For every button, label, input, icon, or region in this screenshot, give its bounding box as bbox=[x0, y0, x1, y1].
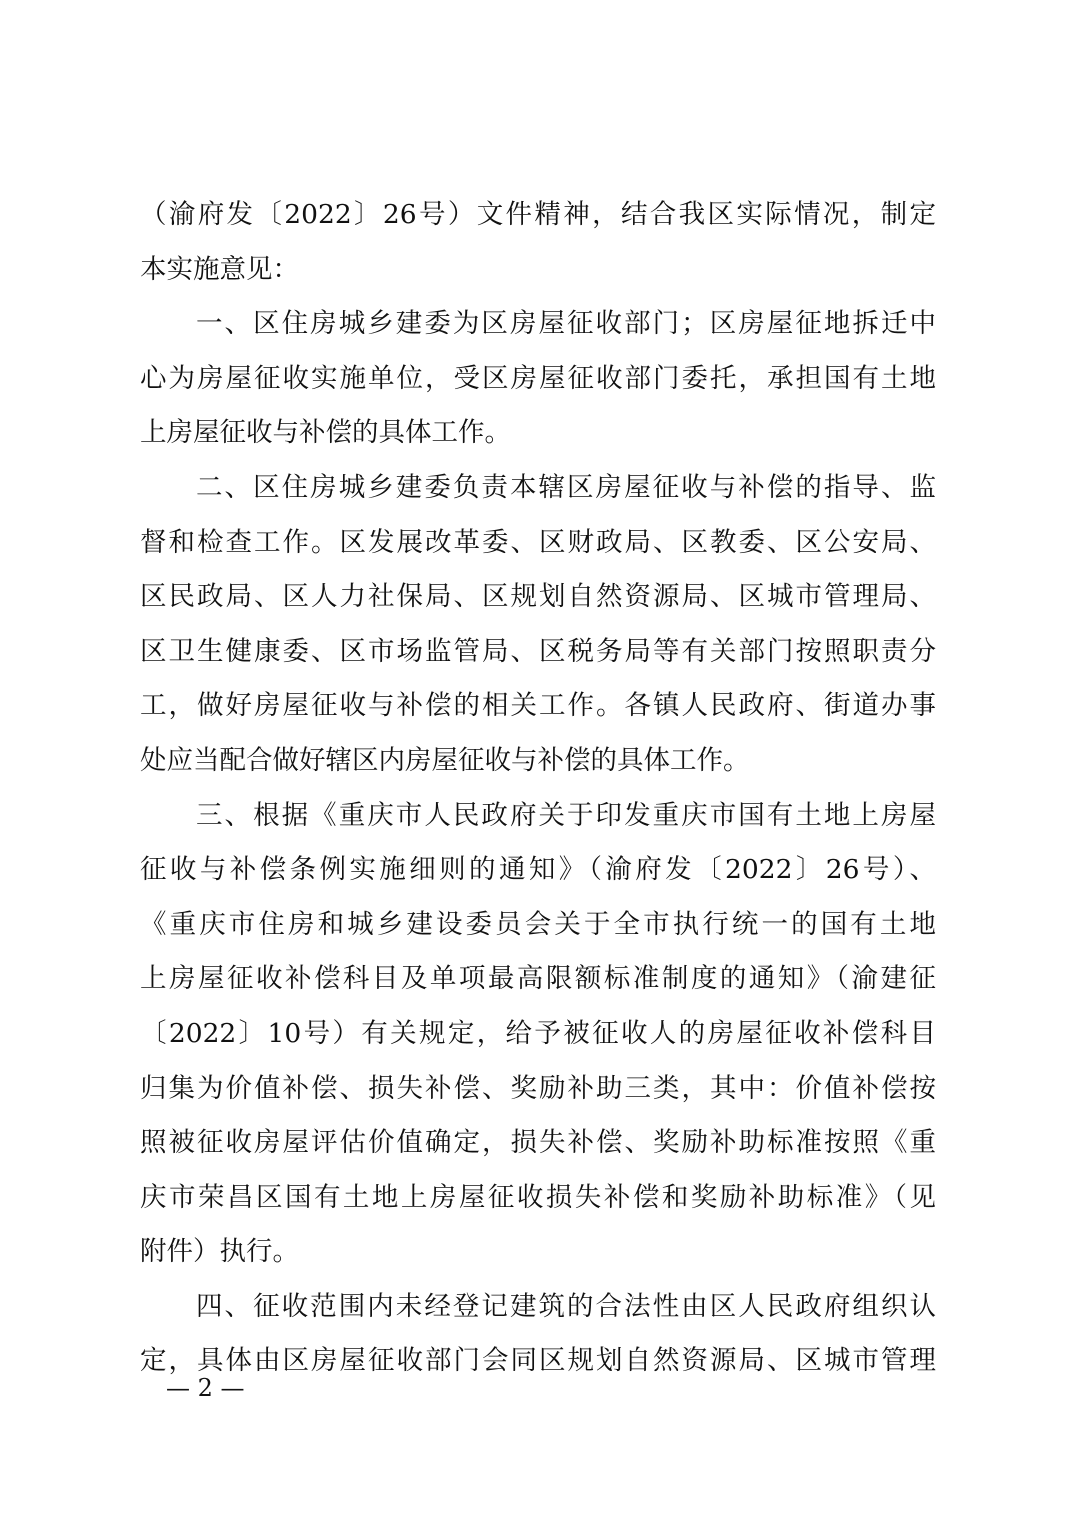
paragraph-1-line: 上房屋征收与补偿的具体工作。 bbox=[140, 417, 511, 449]
paragraph-1-line: 一、区住房城乡建委为区房屋征收部门；区房屋征地拆迁中 bbox=[196, 308, 936, 340]
document-body bbox=[140, 188, 936, 1389]
paragraph-4-line: 定，具体由区房屋征收部门会同区规划自然资源局、区城市管理 bbox=[140, 1345, 936, 1377]
paragraph-3-line: 照被征收房屋评估价值确定，损失补偿、奖励补助标准按照《重 bbox=[140, 1127, 936, 1159]
paragraph-3-line: 归集为价值补偿、损失补偿、奖励补助三类，其中：价值补偿按 bbox=[140, 1072, 936, 1104]
paragraph-1-line: 心为房屋征收实施单位，受区房屋征收部门委托，承担国有土地 bbox=[140, 362, 936, 394]
paragraph-3-line: 三、根据《重庆市人民政府关于印发重庆市国有土地上房屋 bbox=[196, 799, 936, 831]
paragraph-2-line: 区民政局、区人力社保局、区规划自然资源局、区城市管理局、 bbox=[140, 581, 936, 613]
paragraph-3-line: 征收与补偿条例实施细则的通知》（渝府发〔2022〕26号）、 bbox=[140, 854, 936, 886]
paragraph-2-line: 处应当配合做好辖区内房屋征收与补偿的具体工作。 bbox=[140, 744, 750, 776]
paragraph-2-line: 督和检查工作。区发展改革委、区财政局、区教委、区公安局、 bbox=[140, 526, 936, 558]
paragraph-3-line: 《重庆市住房和城乡建设委员会关于全市执行统一的国有土地 bbox=[140, 908, 936, 940]
paragraph-3-line: 附件）执行。 bbox=[140, 1236, 299, 1268]
paragraph-4-line: 四、征收范围内未经登记建筑的合法性由区人民政府组织认 bbox=[196, 1290, 936, 1322]
paragraph-3-line: 〔2022〕10号）有关规定，给予被征收人的房屋征收补偿科目 bbox=[140, 1017, 936, 1049]
paragraph-2-line: 二、区住房城乡建委负责本辖区房屋征收与补偿的指导、监 bbox=[196, 471, 936, 503]
text-line: （渝府发〔2022〕26号）文件精神，结合我区实际情况，制定 bbox=[140, 199, 936, 230]
text-line: 本实施意见： bbox=[140, 253, 299, 285]
paragraph-3-line: 上房屋征收补偿科目及单项最高限额标准制度的通知》（渝建征 bbox=[140, 963, 936, 995]
paragraph-2-line: 区卫生健康委、区市场监管局、区税务局等有关部门按照职责分 bbox=[140, 635, 936, 667]
paragraph-2-line: 工，做好房屋征收与补偿的相关工作。各镇人民政府、街道办事 bbox=[140, 690, 936, 722]
page-number: — 2 — bbox=[166, 1374, 245, 1402]
paragraph-3-line: 庆市荣昌区国有土地上房屋征收损失补偿和奖励补助标准》（见 bbox=[140, 1181, 936, 1213]
